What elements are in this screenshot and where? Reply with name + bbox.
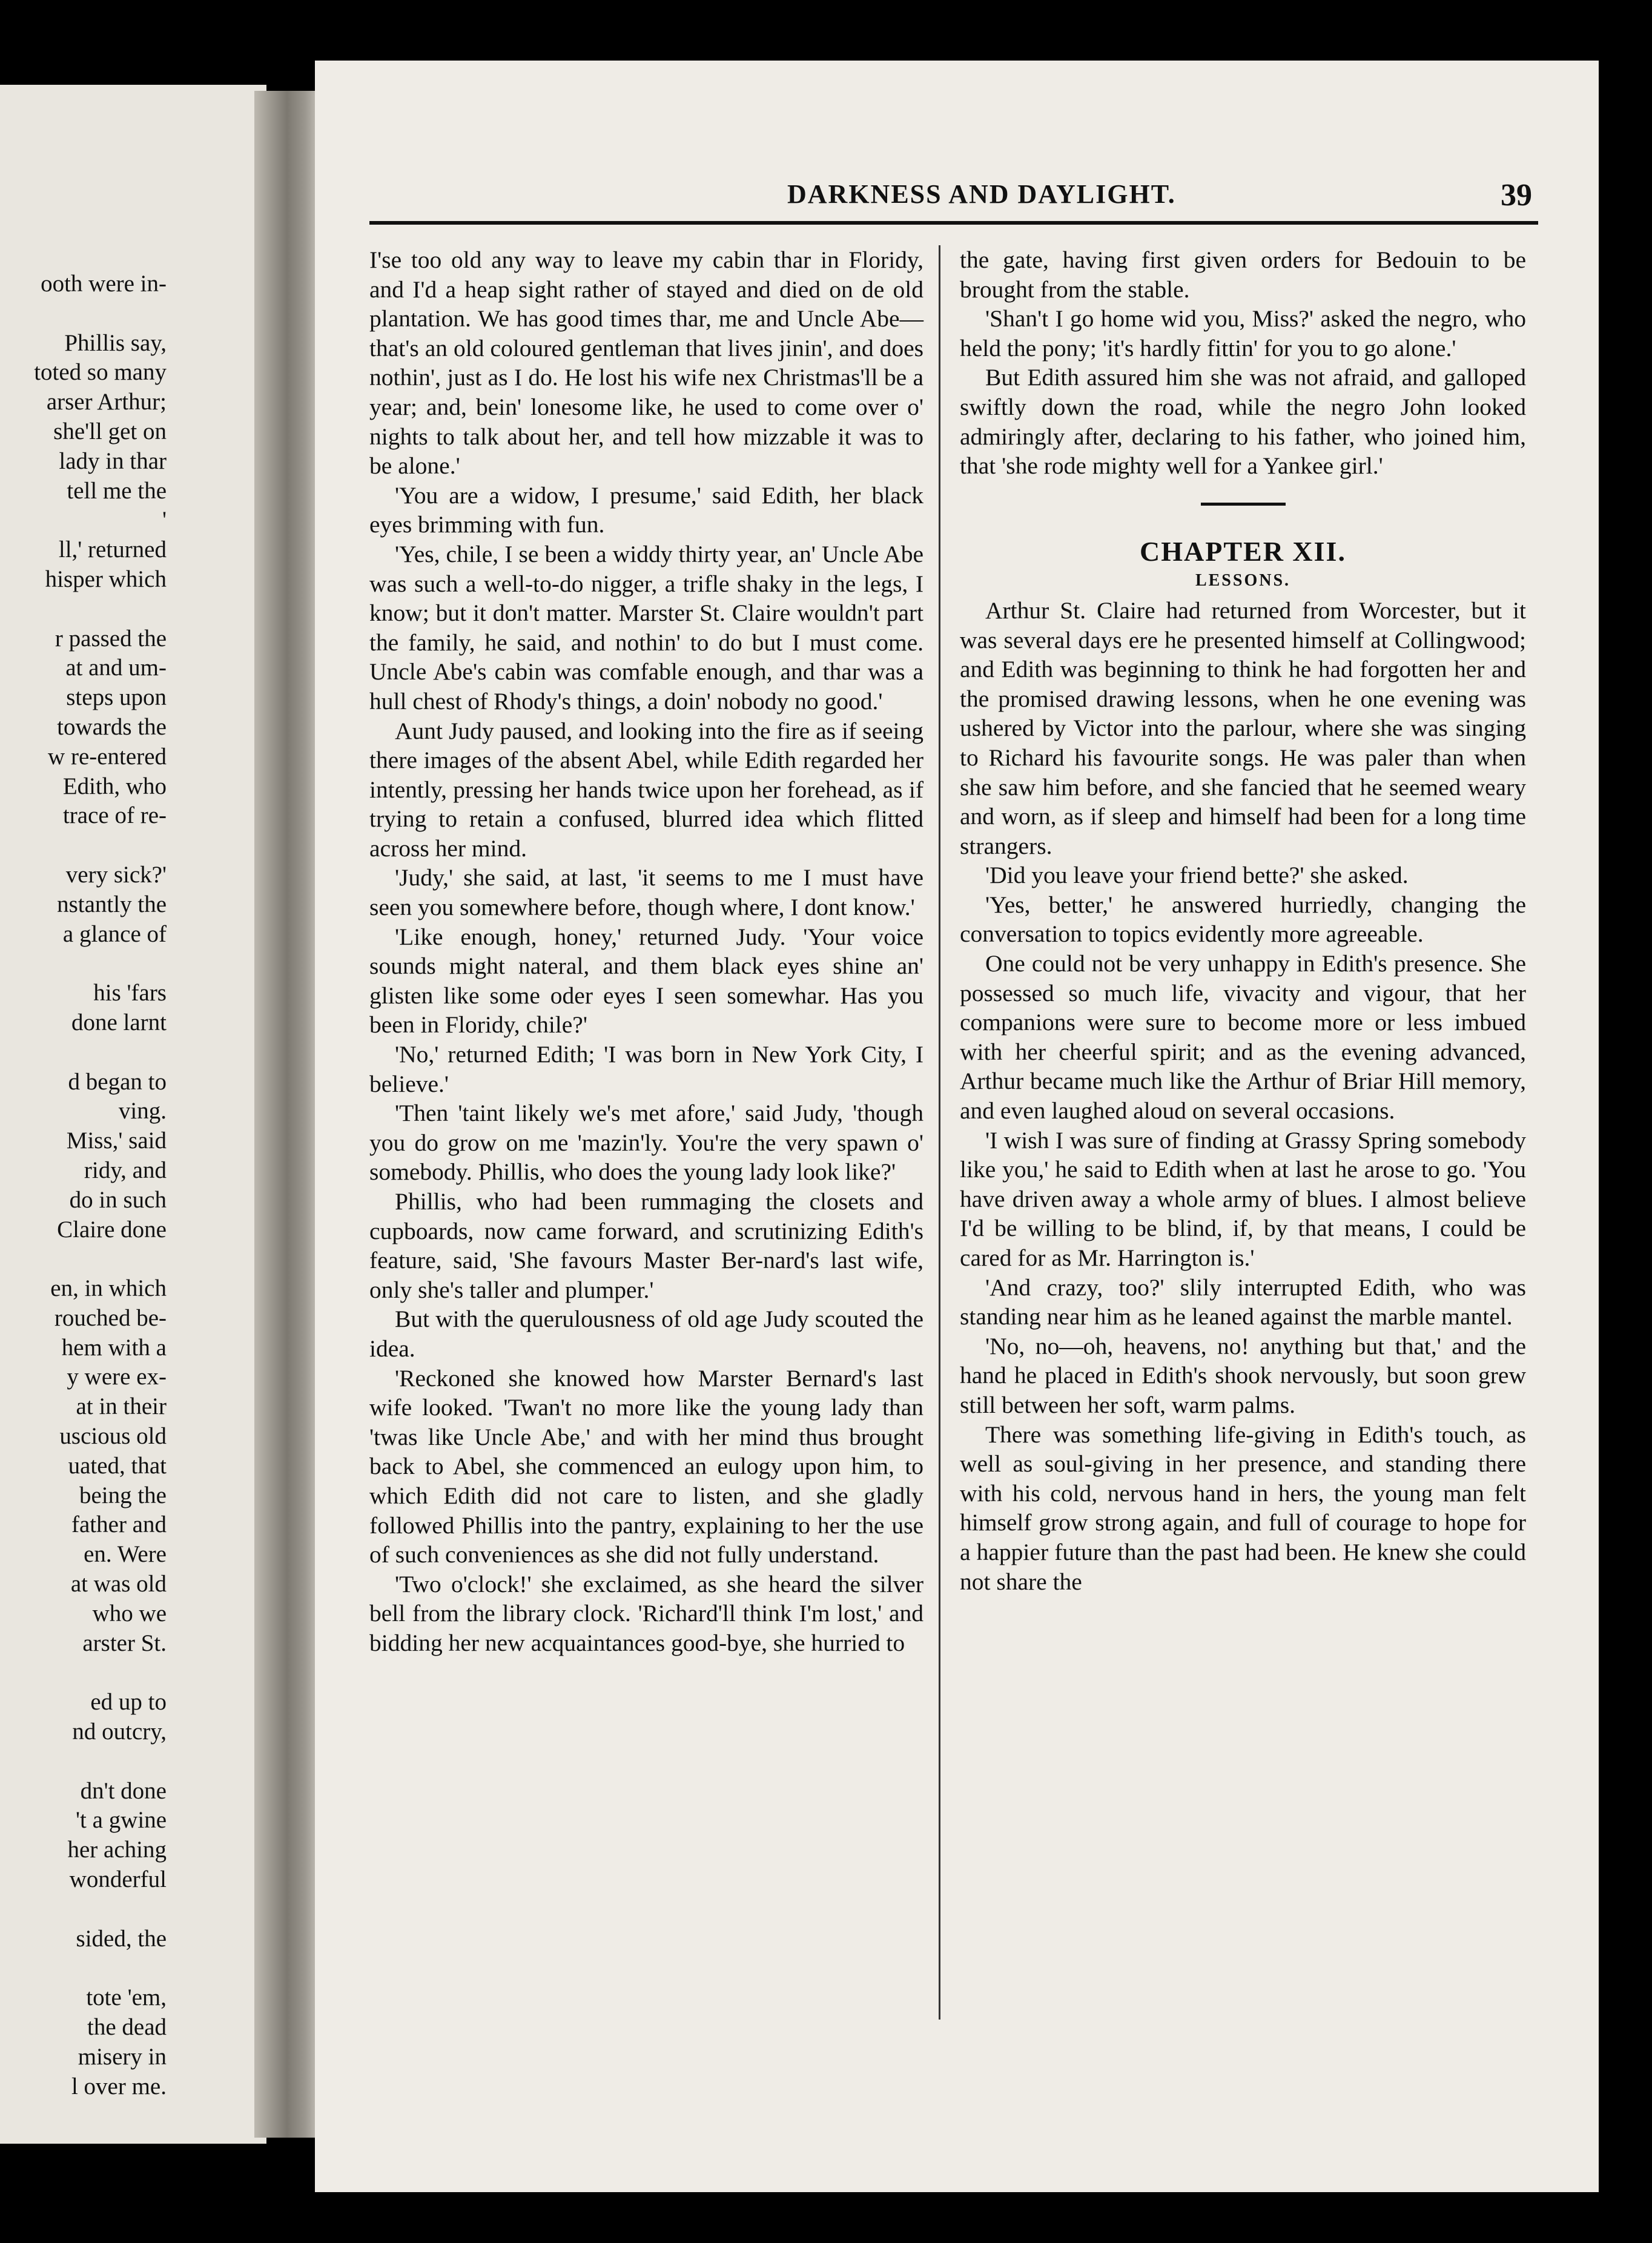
facing-page-line: towards the [57, 713, 167, 740]
facing-page-line: ' [162, 507, 167, 533]
paragraph: 'Judy,' she said, at last, 'it seems to me I must have seen you somewhere before, though where, I dont know.' [369, 864, 923, 921]
facing-page-line [0, 1244, 167, 1274]
facing-page-line: Miss,' said [66, 1128, 167, 1154]
paragraph: 'Yes, better,' he answered hurriedly, changing the conversation to topics evidently more agreeable. [960, 891, 1526, 948]
facing-page-line: rouched be- [54, 1304, 167, 1331]
facing-page-line: at and um- [65, 655, 167, 681]
facing-page-line [0, 1954, 167, 1983]
facing-page-line: nstantly the [57, 891, 167, 917]
facing-page-line: tote 'em, [86, 1984, 167, 2011]
paragraph: But with the querulousness of old age Judy scouted the idea. [369, 1306, 923, 1362]
facing-page-line: Phillis say, [64, 329, 167, 356]
paragraph: Phillis, who had been rummaging the closets and cupboards, now came forward, and scrutinizing Edith's feature, said, 'She favours Master Ber-nard's last wife, only she's taller and plumper.' [369, 1188, 923, 1303]
paragraph: 'And crazy, too?' slily interrupted Edith, who was standing near him as he leaned against the marble mantel. [960, 1273, 1526, 1330]
paragraph: 'Yes, chile, I se been a widdy thirty year, an' Uncle Abe was such a well-to-do nigger, a trifle shaky in the legs, I know; but it don't matter. Marster St. Claire wouldn't part the family, he said, and nothin' to do but I must come. Uncle Abe's cabin was comfable enough, and thar was a hull chest of Rhody's things, a doin' nobody no good.' [369, 540, 923, 715]
facing-page-line [0, 949, 167, 979]
facing-page-line: steps upon [66, 684, 167, 711]
right-column [960, 245, 1526, 2020]
facing-page-line: y were ex- [67, 1364, 167, 1390]
facing-page-line: done larnt [71, 1009, 167, 1036]
facing-page-line: being the [79, 1482, 167, 1508]
column-divider [939, 245, 940, 2020]
facing-page-line [0, 1038, 167, 1068]
facing-page-line: ving. [118, 1098, 167, 1125]
facing-page-line: ooth were in- [41, 271, 167, 297]
facing-page-line: l over me. [71, 2073, 167, 2099]
facing-page-text [0, 269, 167, 2101]
page-number: 39 [1501, 178, 1532, 213]
facing-page-line [0, 299, 167, 329]
facing-page-line [0, 1747, 167, 1777]
facing-page-line: d began to [68, 1068, 167, 1095]
paragraph: 'You are a widow, I presume,' said Edith, her black eyes brimming with fun. [369, 481, 923, 538]
facing-page-line: do in such [69, 1186, 167, 1213]
facing-page-line: wonderful [69, 1866, 167, 1893]
paragraph: But Edith assured him she was not afraid, and galloped swiftly down the road, while the negro John looked admiringly after, declaring to his father, who joined him, that 'she rode mighty well for a Yankee girl.' [960, 364, 1526, 480]
paragraph: 'Like enough, honey,' returned Judy. 'Your voice sounds might nateral, and them black eyes shine an' glisten like some oder eyes I seen somewhar. Has you been in Floridy, chile?' [369, 923, 923, 1039]
facing-page-line: she'll get on [53, 418, 167, 444]
facing-page-line: toted so many [34, 359, 167, 386]
facing-page-line [0, 1658, 167, 1688]
facing-page-line: ll,' returned [58, 537, 167, 563]
facing-page-line: lady in thar [59, 448, 167, 474]
paragraph: 'Did you leave your friend bette?' she asked. [985, 862, 1409, 889]
facing-page-line: at was old [70, 1571, 167, 1597]
facing-page-line: uated, that [68, 1452, 167, 1479]
facing-page-line: hem with a [61, 1334, 167, 1361]
facing-page-line: ridy, and [84, 1157, 167, 1183]
right-column-before-chapter [960, 245, 1526, 481]
facing-page-line: misery in [78, 2043, 167, 2070]
paragraph: 'Two o'clock!' she exclaimed, as she heard the silver bell from the library clock. 'Richard'll think I'm lost,' and bidding her new acquaintances good-bye, she hurried to [369, 1570, 923, 1656]
paragraph: 'Then 'taint likely we's met afore,' said Judy, 'though you do grow on me 'mazin'ly. You're the very spawn o' somebody. Phillis, who does the young lady look like?' [369, 1100, 923, 1186]
paragraph: 'No,' returned Edith; 'I was born in New York City, I believe.' [369, 1041, 923, 1097]
facing-page-line: r passed the [55, 625, 167, 652]
page-header [369, 167, 1538, 225]
section-rule [1201, 503, 1286, 506]
facing-page-line: en, in which [50, 1275, 167, 1302]
facing-page-line: dn't done [80, 1777, 167, 1804]
facing-page-line: Edith, who [62, 773, 167, 799]
facing-page-line [0, 831, 167, 861]
facing-page-line: who we [92, 1600, 167, 1627]
facing-page-line [0, 1895, 167, 1924]
facing-page-line: en. Were [84, 1541, 167, 1568]
book-page [315, 61, 1599, 2192]
right-column-after-chapter [960, 596, 1526, 1596]
facing-page-line: 't a gwine [76, 1807, 167, 1834]
paragraph: 'Shan't I go home wid you, Miss?' asked the negro, who held the pony; 'it's hardly fittin' for you to go alone.' [960, 305, 1526, 362]
facing-page-line: hisper which [45, 566, 167, 592]
facing-page-line: arster St. [82, 1630, 167, 1656]
paragraph: I'se too old any way to leave my cabin thar in Floridy, and I'd a heap sight rather of stayed and died on de old plantation. We has good times thar, me and Uncle Abe—that's an old coloured gentleman that lives jinin', and does nothin', just as I do. He lost his wife nex Christmas'll be a year; and, bein' lonesome like, he used to come over o' nights to talk about her, and tell how mizzable it was to be alone.' [369, 246, 923, 480]
facing-page-line: trace of re- [62, 802, 167, 829]
facing-page-line: her aching [67, 1837, 167, 1863]
paragraph: Aunt Judy paused, and looking into the fire as if seeing there images of the absent Abel, while Edith regarded her intently, pressing her hands twice upon her forehead, as if trying to retain a confused, blurred idea which flitted across her mind. [369, 717, 923, 862]
paragraph: 'Reckoned she knowed how Marster Bernard's last wife looked. 'Twan't no more like the young lady than 'twas like Uncle Abe,' and with her mind thus brought back to Abel, she commenced an eulogy upon him, to which Edith did not care to listen, and she gladly followed Phillis into the pantry, explaining to her the use of such conveniences as she did not fully understand. [369, 1364, 923, 1568]
paragraph: 'No, no—oh, heavens, no! anything but that,' and the hand he placed in Edith's shook nervously, but soon grew still between her soft, warm palms. [960, 1332, 1526, 1418]
paragraph: the gate, having first given orders for Bedouin to be brought from the stable. [960, 246, 1526, 303]
facing-page-line: a glance of [62, 920, 167, 947]
paragraph: 'I wish I was sure of finding at Grassy Spring somebody like you,' he said to Edith when at last he arose to go. 'You have driven away a whole army of blues. I almost believe I'd be willing to be blind, if, by that means, I could be cared for as Mr. Harrington is.' [960, 1126, 1526, 1271]
facing-page-line: very sick?' [65, 861, 167, 888]
chapter-title: CHAPTER XII. [1140, 535, 1346, 567]
facing-page-line: nd outcry, [72, 1719, 167, 1745]
facing-page-line: tell me the [67, 477, 167, 504]
facing-page-line: sided, the [76, 1925, 167, 1952]
facing-page [0, 85, 266, 2144]
facing-page-line: the dead [87, 2014, 167, 2041]
facing-page-line: uscious old [59, 1423, 167, 1450]
facing-page-line: ed up to [90, 1689, 167, 1716]
running-title: DARKNESS AND DAYLIGHT. [787, 179, 1176, 209]
facing-page-line: arser Arthur; [46, 389, 167, 415]
paragraph: Arthur St. Claire had returned from Worcester, but it was several days ere he presented himself at Collingwood; and Edith was beginning to think he had forgotten her and the promised drawing lessons, when he one evening was ushered by Victor into the parlour, where she was singing to Richard his favourite songs. He was paler than when she saw him before, and she fancied that he seemed weary and worn, as if sleep and himself had been for a long time strangers. [960, 596, 1526, 859]
chapter-subtitle: LESSONS. [1195, 571, 1291, 590]
paragraph: There was something life-giving in Edith's touch, as well as soul-giving in her presence, and standing there with his cold, nervous hand in hers, the young man felt himself grow strong again, and full of courage to hope for a happier future than the past had been. He knew she could not share the [960, 1421, 1526, 1595]
facing-page-line [0, 595, 167, 624]
facing-page-line: at in their [76, 1393, 167, 1420]
left-column [369, 245, 923, 2020]
facing-page-line: father and [71, 1511, 167, 1538]
facing-page-line: his 'fars [93, 980, 167, 1006]
paragraph: One could not be very unhappy in Edith's presence. She possessed so much life, vivacity and vigour, that her companions were sure to become more or less imbued with her cheerful spirit; and as the evening advanced, Arthur became much like the Arthur of Briar Hill memory, and even laughed aloud on several occasions. [960, 950, 1526, 1125]
facing-page-line: Claire done [57, 1216, 167, 1243]
facing-page-line: w re-entered [48, 743, 167, 770]
